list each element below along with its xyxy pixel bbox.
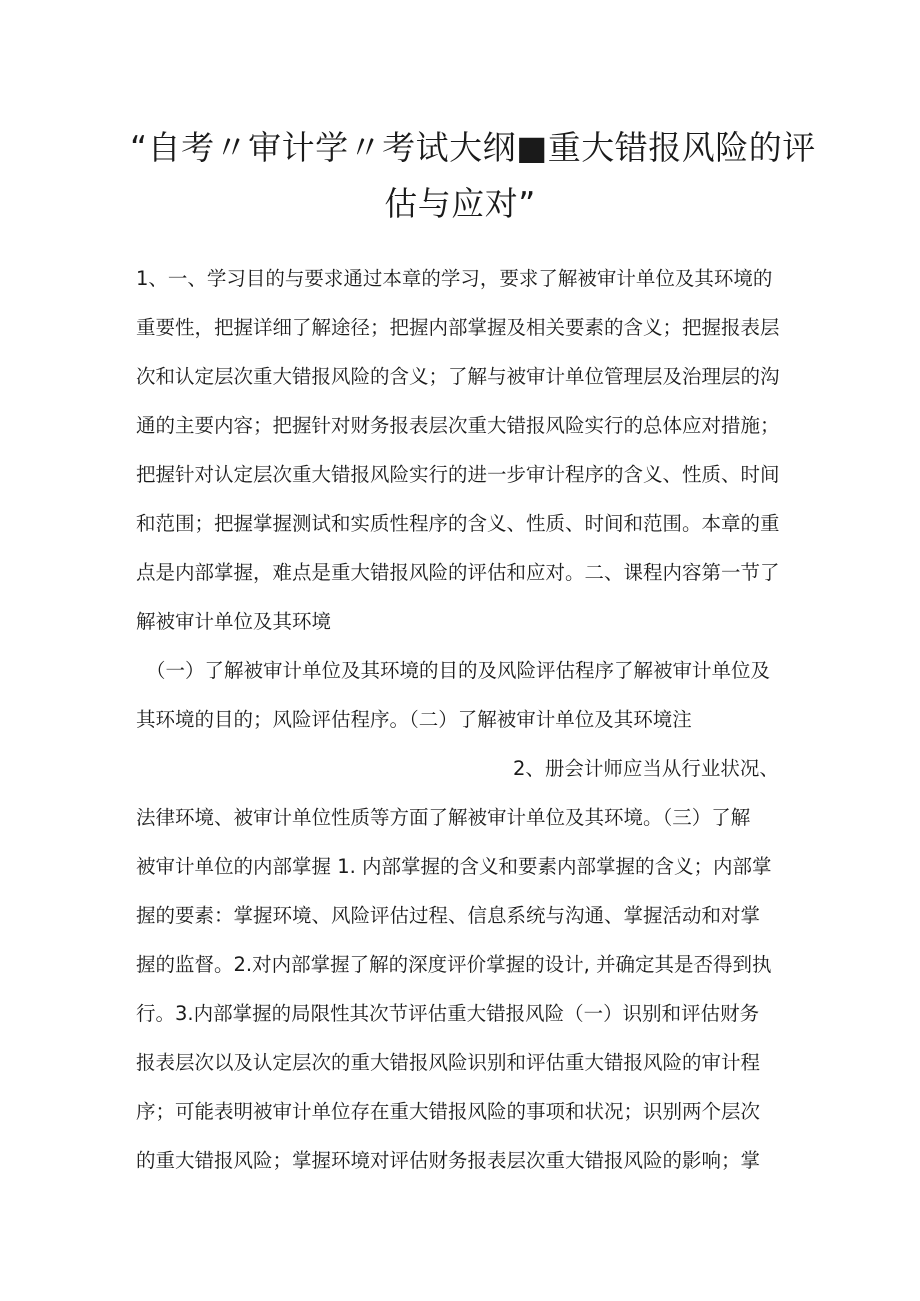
body-line-11: 2、册会计师应当从行业状况、 <box>513 757 779 780</box>
body-line-16: 行。3.内部掌握的局限性其次节评估重大错报风险（一）识别和评估财务 <box>136 1002 760 1025</box>
title-line-1: “自考〃审计学〃考试大纲■重大错报风险的评 <box>130 128 816 167</box>
body-line-6: 和范围；把握掌握测试和实质性程序的含义、性质、时间和范围。本章的重 <box>136 512 780 535</box>
body-line-12: 法律环境、被审计单位性质等方面了解被审计单位及其环境。（三）了解 <box>136 806 751 829</box>
body-line-18: 序；可能表明被审计单位存在重大错报风险的事项和状况；识别两个层次 <box>136 1100 761 1123</box>
body-line-9: （一）了解被审计单位及其环境的目的及风险评估程序了解被审计单位及 <box>146 659 771 682</box>
body-line-19: 的重大错报风险；掌握环境对评估财务报表层次重大错报风险的影响；掌 <box>136 1149 761 1172</box>
body-line-14: 握的要素：掌握环境、风险评估过程、信息系统与沟通、掌握活动和对掌 <box>136 904 761 927</box>
title-line-2: 估与应对” <box>384 184 536 223</box>
body-line-2: 重要性，把握详细了解途径；把握内部掌握及相关要素的含义；把握报表层 <box>136 316 780 339</box>
body-line-17: 报表层次以及认定层次的重大错报风险识别和评估重大错报风险的审计程 <box>136 1051 761 1074</box>
body-line-8: 解被审计单位及其环境 <box>136 610 332 633</box>
body-line-10: 其环境的目的；风险评估程序。（二）了解被审计单位及其环境注 <box>136 708 692 731</box>
body-line-4: 通的主要内容；把握针对财务报表层次重大错报风险实行的总体应对措施； <box>136 414 780 437</box>
body-line-15: 握的监督。2.对内部掌握了解的深度评价掌握的设计, 并确定其是否得到执 <box>136 953 772 976</box>
body-line-7: 点是内部掌握，难点是重大错报风险的评估和应对。二、课程内容第一节了 <box>136 561 780 584</box>
body-line-5: 把握针对认定层次重大错报风险实行的进一步审计程序的含义、性质、时间 <box>136 463 780 486</box>
body-line-3: 次和认定层次重大错报风险的含义；了解与被审计单位管理层及治理层的沟 <box>136 365 780 388</box>
document-title <box>130 120 816 232</box>
body-line-1: 1、一、学习目的与要求通过本章的学习，要求了解被审计单位及其环境的 <box>136 267 773 290</box>
body-line-13: 被审计单位的内部掌握 1. 内部掌握的含义和要素内部掌握的含义；内部掌 <box>136 855 772 878</box>
